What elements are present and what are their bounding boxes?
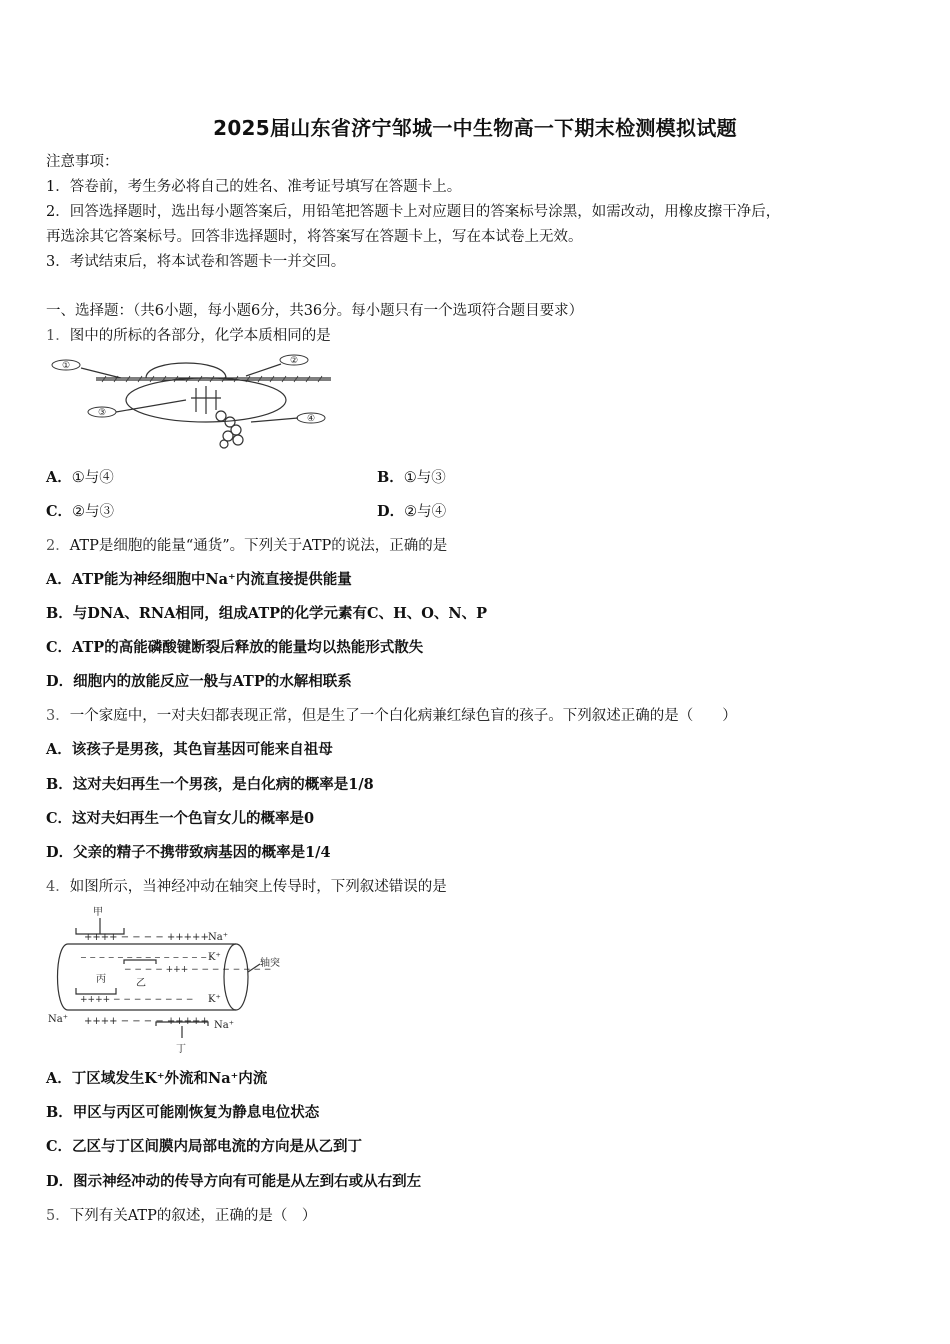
option-a[interactable] xyxy=(46,468,114,488)
charge-row: ++++ − − − − +++++ xyxy=(84,932,209,943)
notice-item: 1．答卷前，考生务必将自己的姓名、准考证号填写在答题卡上。 xyxy=(46,179,462,195)
option-key: B． xyxy=(377,469,404,486)
figure-label-2: ② xyxy=(289,356,299,366)
k-label: K⁺ xyxy=(208,952,221,963)
question-5 xyxy=(46,1206,316,1226)
figure-label-3: ③ xyxy=(97,408,107,418)
option-key: D． xyxy=(377,503,405,520)
option-text: ①与③ xyxy=(403,470,446,486)
question-2 xyxy=(46,536,447,556)
question-stem: ATP是细胞的能量“通货”。下列关于ATP的说法，正确的是 xyxy=(69,538,448,554)
region-bing-label: 丙 xyxy=(96,974,106,985)
question-4 xyxy=(46,877,447,897)
option-text: ②与③ xyxy=(72,504,115,520)
option-d[interactable]: D．图示神经冲动的传导方向有可能是从左到右或从右到左 xyxy=(46,1173,422,1190)
option-c[interactable]: C．ATP的高能磷酸键断裂后释放的能量均以热能形式散失 xyxy=(46,639,424,656)
axon-figure xyxy=(46,902,296,1060)
charge-row: − − − − − − − − − − − − − − xyxy=(80,953,207,962)
question-stem: 如图所示，当神经冲动在轴突上传导时，下列叙述错误的是 xyxy=(69,879,447,895)
region-jia-label: 甲 xyxy=(93,907,103,918)
page-title: 2025届山东省济宁邹城一中生物高一下期末检测模拟试题 xyxy=(213,116,737,140)
option-d[interactable]: D．细胞内的放能反应一般与ATP的水解相联系 xyxy=(46,673,352,690)
option-text: ②与④ xyxy=(404,504,447,520)
figure-label-4: ④ xyxy=(306,414,316,424)
option-b[interactable]: B．这对夫妇再生一个男孩，是白化病的概率是1/8 xyxy=(46,776,374,793)
region-yi-label: 乙 xyxy=(136,978,146,989)
option-text: ①与④ xyxy=(71,470,114,486)
question-stem: 图中的所标的各部分，化学本质相同的是 xyxy=(69,328,331,344)
notice-heading: 注意事项： xyxy=(46,154,119,170)
notice-item: 2．回答选择题时，选出每小题答案后，用铅笔把答题卡上对应题目的答案标号涂黑，如需改动，用橡皮擦干净后， xyxy=(46,204,781,220)
axon-label: 轴突 xyxy=(260,958,280,969)
na-label: Na⁺ xyxy=(48,1014,68,1025)
charge-row: − − − − +++ − − − − − − − − xyxy=(124,965,272,975)
option-d[interactable] xyxy=(377,502,446,522)
notice-item: 再选涂其它答案标号。回答非选择题时，将答案写在答题卡上，写在本试卷上无效。 xyxy=(46,229,583,245)
option-d[interactable]: D．父亲的精子不携带致病基因的概率是1/4 xyxy=(46,844,331,861)
option-b[interactable] xyxy=(377,468,446,488)
na-label: Na⁺ xyxy=(214,1020,234,1031)
question-number: 5． xyxy=(46,1208,70,1224)
option-key: A． xyxy=(46,469,72,486)
option-c[interactable]: C．乙区与丁区间膜内局部电流的方向是从乙到丁 xyxy=(46,1138,363,1155)
section-heading: 一、选择题：（共6小题，每小题6分，共36分。每小题只有一个选项符合题目要求） xyxy=(46,303,584,319)
option-key: C． xyxy=(46,503,73,520)
figure-label-1: ① xyxy=(61,361,71,371)
question-number: 3． xyxy=(46,708,70,724)
question-stem: 下列有关ATP的叙述，正确的是（ ） xyxy=(69,1208,317,1224)
option-c[interactable] xyxy=(46,502,114,522)
question-1 xyxy=(46,326,331,346)
membrane-protein-figure xyxy=(46,350,346,450)
option-a[interactable]: A．ATP能为神经细胞中Na⁺内流直接提供能量 xyxy=(46,571,352,588)
question-3 xyxy=(46,706,737,726)
notice-item: 3．考试结束后，将本试卷和答题卡一并交回。 xyxy=(46,254,346,270)
option-b[interactable]: B．与DNA、RNA相同，组成ATP的化学元素有C、H、O、N、P xyxy=(46,605,488,622)
option-b[interactable]: B．甲区与丙区可能刚恢复为静息电位状态 xyxy=(46,1104,320,1121)
charge-row: ++++ − − − − − − − − xyxy=(80,995,194,1005)
question-stem: 一个家庭中，一对夫妇都表现正常，但是生了一个白化病兼红绿色盲的孩子。下列叙述正确的是（ ） xyxy=(69,708,737,724)
question-number: 4． xyxy=(46,879,70,895)
option-a[interactable]: A．该孩子是男孩，其色盲基因可能来自祖母 xyxy=(46,741,333,758)
question-number: 2． xyxy=(46,538,70,554)
option-c[interactable]: C．这对夫妇再生一个色盲女儿的概率是0 xyxy=(46,810,315,827)
k-label: K⁺ xyxy=(208,994,221,1005)
charge-row: ++++ − − − − +++++ xyxy=(84,1016,209,1027)
region-ding-label: 丁 xyxy=(176,1044,186,1055)
question-number: 1． xyxy=(46,328,70,344)
option-a[interactable]: A．丁区域发生K⁺外流和Na⁺内流 xyxy=(46,1070,268,1087)
na-label: Na⁺ xyxy=(208,932,228,943)
